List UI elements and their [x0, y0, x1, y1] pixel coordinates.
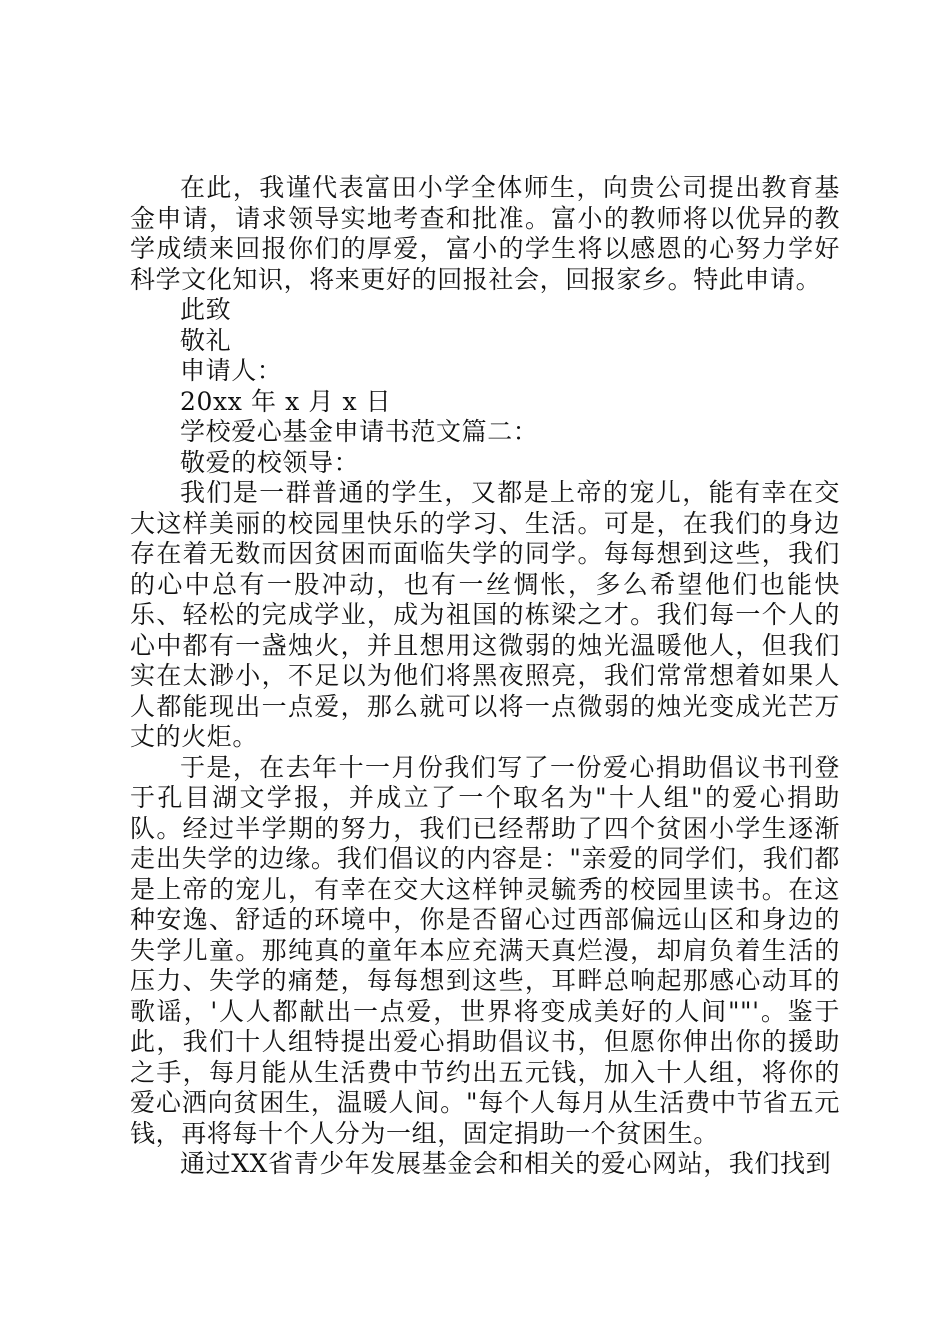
paragraph-foundation: 通过XX省青少年发展基金会和相关的爱心网站，我们找到 [180, 1149, 832, 1178]
paragraph-students-intro: 我们是一群普通的学生，又都是上帝的宠儿，能有幸在交大这样美丽的校园里快乐的学习、生活。可是，在我们的身边存在着无数而因贫困而面临失学的同学。每每想到这些，我们的心中总有一股冲动，也有一丝惆怅，多么希望他们也能快乐、轻松的完成学业，成为祖国的栋梁之才。我们每一个人的心中都有一盏烛火，并且想用这微弱的烛光温暖他人，但我们实在太渺小，不足以为他们将黑夜照亮，我们常常想着如果人人都能现出一点爱，那么就可以将一点微弱的烛光变成光芒万丈的火炬。 [130, 478, 840, 751]
salutation: 敬爱的校领导： [180, 447, 360, 477]
paragraph-initiative: 于是，在去年十一月份我们写了一份爱心捐助倡议书刊登于孔目湖文学报，并成立了一个取名为"十人组"的爱心捐助队。经过半学期的努力，我们已经帮助了四个贫困小学生逐渐走出失学的边缘。我们倡议的内容是："亲爱的同学们，我们都是上帝的宠儿，有幸在交大这样钟灵毓秀的校园里读书。在这种安逸、舒适的环境中，你是否留心过西部偏远山区和身边的失学儿童。那纯真的童年本应充满天真烂漫，却肩负着生活的压力、失学的痛楚，每每想到这些，耳畔总响起那感心动耳的歌谣，'人人都献出一点爱，世界将变成美好的人间""'。鉴于此，我们十人组特提出爱心捐助倡议书，但愿你伸出你的援助之手，每月能从生活费中节约出五元钱，加入十人组，将你的爱心洒向贫困生，温暖人间。"每个人每月从生活费中节省五元钱，再将每十个人分为一组，固定捐助一个贫困生。 [130, 752, 840, 1148]
section-title: 学校爱心基金申请书范文篇二： [180, 417, 539, 446]
applicant-label: 申请人： [180, 356, 283, 385]
closing-greeting: 此致 [180, 295, 232, 324]
paragraph-application-intro: 在此，我谨代表富田小学全体师生，向贵公司提出教育基金申请，请求领导实地考查和批准。富小的教师将以优异的教学成绩来回报你们的厚爱，富小的学生将以感恩的心努力学好科学文化知识，将来更好的回报社会，回报家乡。特此申请。 [130, 173, 840, 294]
date-line: 20xx 年 x 月 x 日 [180, 386, 392, 416]
document-body [130, 173, 840, 1180]
closing-salute: 敬礼 [180, 325, 232, 355]
